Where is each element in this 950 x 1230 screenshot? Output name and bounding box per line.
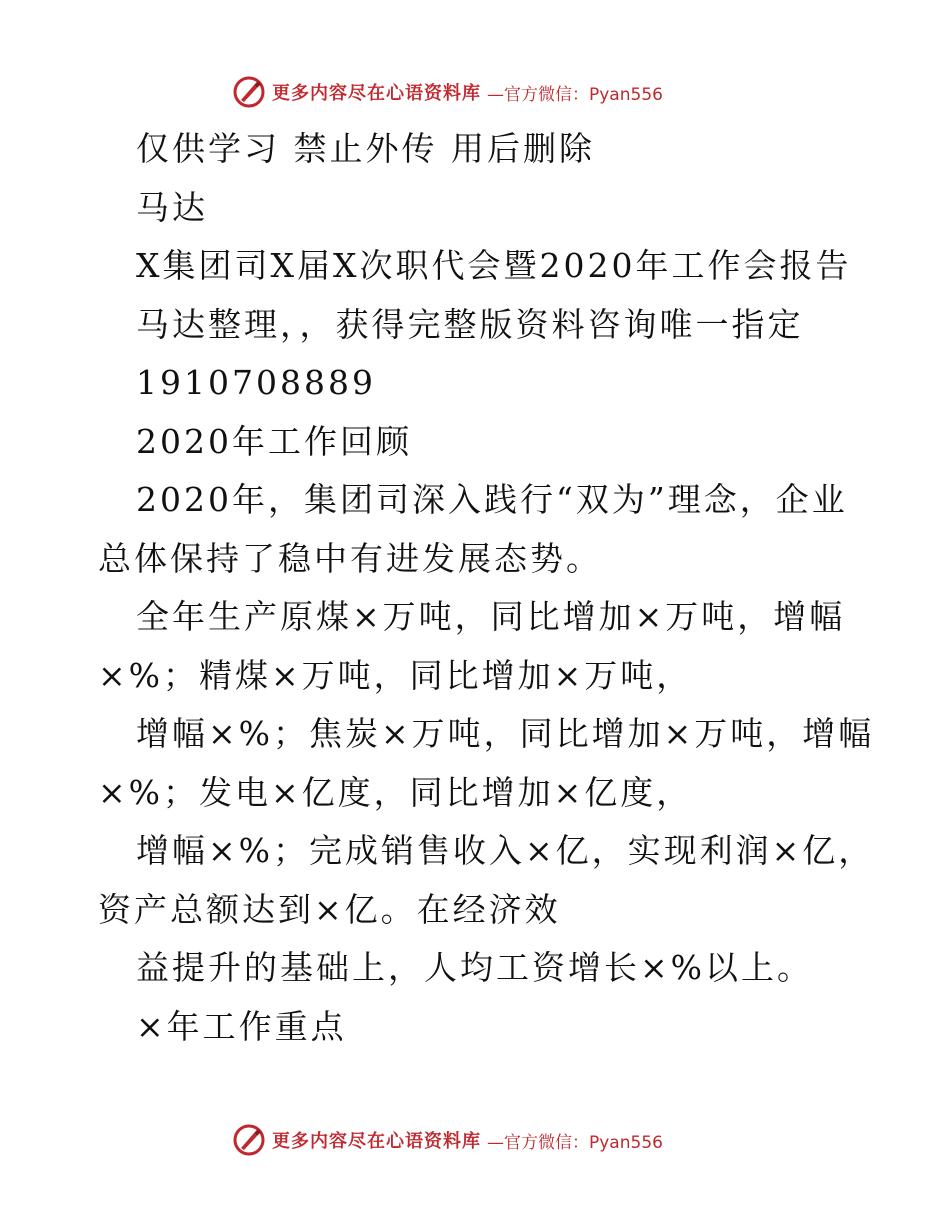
paragraph-line: 增幅×%；完成销售收入×亿，实现利润×亿， bbox=[136, 831, 875, 870]
paragraph-line: 益提升的基础上，人均工资增长×%以上。 bbox=[136, 948, 814, 987]
paragraph-line: 增幅×%；焦炭×万吨，同比增加×万吨，增幅 bbox=[136, 714, 875, 753]
paragraph-line: 总体保持了稳中有进发展态势。 bbox=[98, 538, 602, 578]
phone-line: 1910708889 bbox=[136, 363, 376, 402]
pen-logo-icon bbox=[232, 75, 266, 109]
paragraph-line: ×%；精煤×万吨，同比增加×万吨， bbox=[98, 655, 693, 695]
paragraph-line: 资产总额达到×亿。在经济效 bbox=[98, 889, 561, 929]
document-body bbox=[98, 120, 875, 1056]
pen-logo-icon bbox=[232, 1123, 266, 1157]
section-heading-review: 2020年工作回顾 bbox=[136, 421, 412, 461]
watermark-contact: —官方微信：Pyan556 bbox=[487, 1132, 663, 1153]
watermark-banner-bottom bbox=[232, 1120, 663, 1160]
paragraph-line: 2020年，集团司深入践行“双为”理念，企业 bbox=[136, 480, 848, 519]
watermark-contact: —官方微信：Pyan556 bbox=[487, 84, 663, 105]
paragraph-line: ×%；发电×亿度，同比增加×亿度， bbox=[98, 772, 693, 812]
compiler-line: 马达整理，，获得完整版资料咨询唯一指定 bbox=[136, 304, 804, 344]
section-heading-focus: ×年工作重点 bbox=[136, 1006, 347, 1046]
paragraph-line: 全年生产原煤×万吨，同比增加×万吨，增幅 bbox=[136, 597, 846, 636]
watermark-text: 更多内容尽在心语资料库 bbox=[272, 83, 481, 104]
notice-line: 仅供学习 禁止外传 用后删除 bbox=[136, 129, 595, 168]
watermark-text: 更多内容尽在心语资料库 bbox=[272, 1131, 481, 1152]
author-line: 马达 bbox=[136, 187, 208, 227]
watermark-banner-top bbox=[232, 72, 663, 112]
document-title: X集团司X届X次职代会暨2020年工作会报告 bbox=[136, 246, 852, 285]
